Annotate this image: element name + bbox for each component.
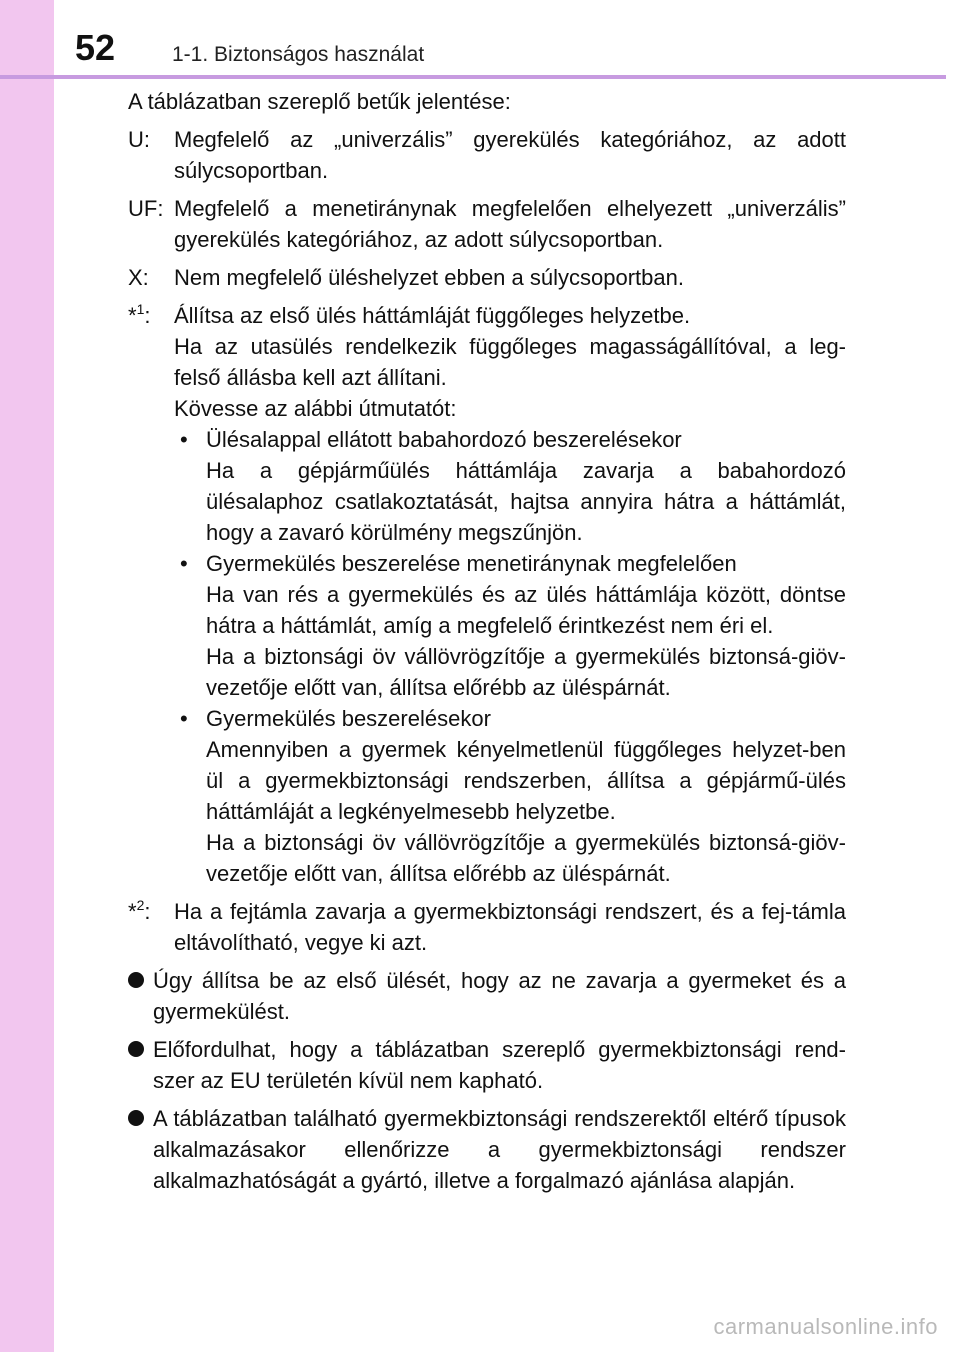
page-content — [128, 86, 846, 1203]
footnote-1 — [128, 300, 846, 889]
watermark-text: carmanualsonline.info — [713, 1314, 938, 1339]
definition-key: UF: — [128, 196, 164, 221]
footnote-marker: * — [128, 899, 137, 924]
definition-text: Megfelelő a menetiránynak megfelelően elhelyezett „univerzális” gyerekülés kategóriához, az adott súlycsoportban. — [174, 196, 846, 252]
definition-key: U: — [128, 127, 150, 152]
note-text: Előfordulhat, hogy a táblázatban szereplő gyermekbiztonsági rend-szer az EU területén kívül nem kapható. — [153, 1037, 846, 1093]
footnote-colon: : — [144, 899, 151, 924]
bullet-dot-icon — [128, 1110, 144, 1126]
header-rule — [0, 75, 946, 79]
bullet-dot-icon — [128, 1041, 144, 1057]
page-sidebar — [0, 0, 54, 1352]
bullet-dot-icon — [128, 972, 144, 988]
list-item-body — [206, 424, 846, 548]
footnote-1-key — [128, 300, 174, 889]
definition-x — [128, 262, 846, 293]
footnote-2 — [128, 896, 846, 958]
footnote-marker: * — [128, 303, 137, 328]
list-item — [174, 424, 846, 548]
footnote-colon: : — [144, 303, 151, 328]
list-item-paragraph: Ha van rés a gyermekülés és az ülés háttámlája között, döntse hátra a háttámlát, amíg a megfelelő érintkezést nem éri el. — [206, 582, 846, 638]
bullet-icon: • — [180, 551, 188, 576]
bullet-icon: • — [180, 706, 188, 731]
definition-u — [128, 124, 846, 186]
footnote-1-body — [174, 300, 846, 889]
list-item — [174, 548, 846, 703]
list-item-title: Gyermekülés beszerelésekor — [206, 706, 491, 731]
list-item-paragraph: Amennyiben a gyermek kényelmetlenül függőleges helyzet-ben ül a gyermekbiztonsági rendszerben, állítsa a gépjármű-ülés háttámláját a legkényelmesebb helyzetbe. — [206, 737, 846, 824]
definition-text: Megfelelő az „univerzális” gyerekülés kategóriához, az adott súlycsoportban. — [174, 127, 846, 183]
intro-text: A táblázatban szereplő betűk jelentése: — [128, 89, 511, 114]
footnote-2-text: Ha a fejtámla zavarja a gyermekbiztonsági rendszert, és a fej-támla eltávolítható, vegye ki azt. — [174, 899, 846, 955]
footnote-1-line: Ha az utasülés rendelkezik függőleges magasságállítóval, a leg-felső állásba kell azt állítani. — [174, 334, 846, 390]
note-text: A táblázatban található gyermekbiztonsági rendszerektől eltérő típusok alkalmazásakor ellenőrizze a gyermekbiztonsági rendszer alkalmazhatóságát a gyártó, illetve a forgalmazó ajánlása alapján. — [153, 1106, 846, 1193]
list-item-paragraph: Ha a biztonsági öv vállövrögzítője a gyermekülés biztonsá-giöv-vezetője előtt van, állítsa előrébb az üléspárnát. — [206, 644, 846, 700]
list-item-paragraph: Ha a biztonsági öv vállövrögzítője a gyermekülés biztonsá-giöv-vezetője előtt van, állítsa előrébb az üléspárnát. — [206, 830, 846, 886]
footnote-1-list — [174, 424, 846, 889]
footnote-number: 1 — [136, 301, 145, 317]
section-title: 1-1. Biztonságos használat — [172, 43, 425, 66]
list-item-body — [206, 703, 846, 889]
definition-key: X: — [128, 265, 149, 290]
page-number: 52 — [75, 27, 116, 68]
list-item-title: Gyermekülés beszerelése menetiránynak megfelelően — [206, 551, 737, 576]
note-text: Úgy állítsa be az első ülését, hogy az ne zavarja a gyermeket és a gyermekülést. — [153, 968, 846, 1024]
bullet-icon: • — [180, 427, 188, 452]
note-bullet — [128, 965, 846, 1027]
list-item — [174, 703, 846, 889]
footnote-1-line: Állítsa az első ülés háttámláját függőleges helyzetbe. — [174, 303, 691, 328]
footnote-number: 2 — [136, 897, 145, 913]
footnote-1-line: Kövesse az alábbi útmutatót: — [174, 396, 457, 421]
footnote-2-key — [128, 896, 174, 958]
definition-text: Nem megfelelő üléshelyzet ebben a súlycsoportban. — [174, 265, 684, 290]
definition-uf — [128, 193, 846, 255]
note-bullet — [128, 1034, 846, 1096]
list-item-title: Ülésalappal ellátott babahordozó beszerelésekor — [206, 427, 682, 452]
note-bullet — [128, 1103, 846, 1196]
list-item-body — [206, 548, 846, 703]
list-item-paragraph: Ha a gépjárműülés háttámlája zavarja a babahordozó ülésalaphoz csatlakoztatását, hajtsa annyira hátra a háttámlát, hogy a zavaró körülmény megszűnjön. — [206, 458, 846, 545]
